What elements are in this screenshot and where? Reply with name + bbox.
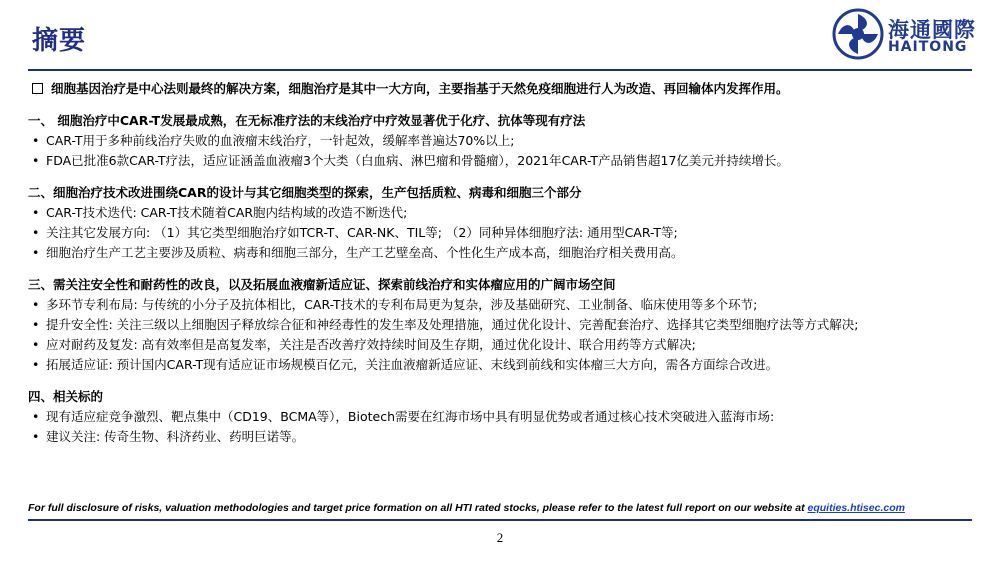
footer-disclaimer (28, 502, 972, 514)
bullet-item: • 提升安全性: 关注三级以上细胞因子释放综合征和神经毒性的发生率及处理措施，通过优化设计、完善配套治疗、选择其它类型细胞疗法等方式解决; (28, 315, 972, 335)
bullet-item: • 拓展适应证: 预计国内CAR-T现有适应证市场规模百亿元，关注血液瘤新适应证、末线到前线和实体瘤三大方向，需各方面综合改进。 (28, 355, 972, 375)
section-heading: 一、 细胞治疗中CAR-T发展最成熟，在无标准疗法的末线治疗中疗效显著优于化疗、抗体等现有疗法 (28, 113, 586, 128)
section-4 (28, 387, 972, 447)
page-title: 摘要 (32, 26, 87, 56)
bullet-item: • 关注其它发展方向: （1）其它类型细胞治疗如TCR-T、CAR-NK、TIL等; （2）同种异体细胞疗法: 通用型CAR-T等; (28, 223, 972, 243)
footer-divider (28, 519, 972, 521)
website-link[interactable]: equities.htisec.com (807, 502, 905, 514)
checkbox-square-icon (32, 83, 43, 94)
bullet-item: • CAR-T技术迭代: CAR-T技术随着CAR胞内结构域的改造不断迭代; (28, 203, 972, 223)
section-2 (28, 183, 972, 263)
header-divider (28, 69, 972, 71)
bullet-item: • FDA已批准6款CAR-T疗法，适应证涵盖血液瘤3个大类（白血病、淋巴瘤和骨髓瘤），2021年CAR-T产品销售超17亿美元并持续增长。 (28, 151, 972, 171)
logo-name-en: HAITONG (888, 39, 968, 55)
bullet-item: • 现有适应症竞争激烈、靶点集中（CD19、BCMA等），Biotech需要在红海市场中具有明显优势或者通过核心技术突破进入蓝海市场: (28, 407, 972, 427)
disclaimer-text: For full disclosure of risks, valuation methodologies and target price formation on all HTI rated stocks, please refer to the latest full report on our website at (28, 502, 805, 514)
page-number: 2 (496, 530, 504, 545)
section-heading: 四、相关标的 (28, 389, 104, 404)
bullet-item: • 建议关注: 传奇生物、科济药业、药明巨诺等。 (28, 427, 972, 447)
summary-body (28, 79, 972, 447)
intro-text: 细胞基因治疗是中心法则最终的解决方案，细胞治疗是其中一大方向，主要指基于天然免疫细胞进行人为改造、再回输体内发挥作用。 (51, 81, 789, 96)
section-heading: 二、细胞治疗技术改进围绕CAR的设计与其它细胞类型的探索，生产包括质粒、病毒和细胞三个部分 (28, 185, 582, 200)
bullet-item: • CAR-T用于多种前线治疗失败的血液瘤末线治疗，一针起效，缓解率普遍达70%以上; (28, 131, 972, 151)
bullet-item: • 多环节专利布局: 与传统的小分子及抗体相比，CAR-T技术的专利布局更为复杂，涉及基础研究、工业制备、临床使用等多个环节; (28, 295, 972, 315)
bullet-item: • 应对耐药及复发: 高有效率但是高复发率，关注是否改善疗效持续时间及生存期，通过优化设计、联合用药等方式解决; (28, 335, 972, 355)
section-3 (28, 275, 972, 375)
section-heading: 三、需关注安全性和耐药性的改良，以及拓展血液瘤新适应证、探索前线治疗和实体瘤应用的广阔市场空间 (28, 277, 616, 292)
intro-line (28, 79, 972, 99)
haitong-logo (832, 8, 982, 60)
section-1 (28, 111, 972, 171)
logo-name-cn: 海通國際 (888, 18, 976, 42)
bullet-item: • 细胞治疗生产工艺主要涉及质粒、病毒和细胞三部分，生产工艺壁垒高、个性化生产成本高，细胞治疗相关费用高。 (28, 243, 972, 263)
haitong-logo-icon (832, 8, 884, 60)
